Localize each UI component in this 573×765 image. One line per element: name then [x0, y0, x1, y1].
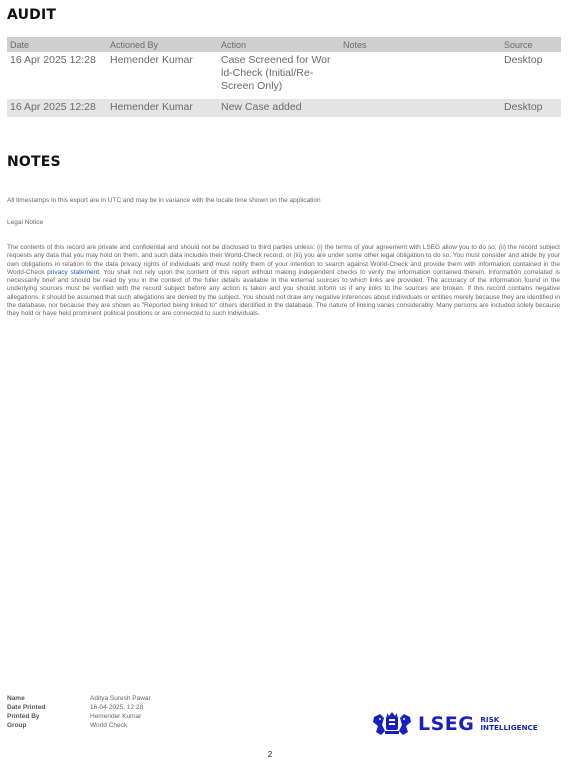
column-header-actioned-by: Actioned By [107, 37, 218, 52]
risk-intelligence-wordmark [480, 716, 537, 732]
date-printed-value: 16-04-2025, 12:28 [90, 704, 144, 711]
name-value: Aditya Suresh Pawar [90, 695, 151, 702]
logo-sub-line-1: RISK [480, 715, 500, 724]
legal-text-part-1: The contents of this record are private and confidential and should not be disclosed to third parties unless: (i) the terms of your agreement with LSEG allow you to do so; (ii) the record subject requests any data that you may hold on them, and such data includes their World-Check record; or (iii) you are under some other legal obligation to do so. You must consider and abide by your own obligations in relation to the data privacy rights of individuals and must notify them of your intention to search against World-Check and provide them with information contained in the World-Check [7, 244, 560, 276]
column-header-date: Date [7, 37, 107, 52]
audit-header-row [7, 37, 561, 52]
notes-title: NOTES [7, 154, 61, 170]
printed-by-value: Hemender Kumar [90, 713, 142, 720]
group-value: World Check [90, 722, 128, 729]
legal-notice-heading: Legal Notice [7, 219, 44, 226]
cell-action: New Case added [218, 99, 340, 117]
name-label: Name [7, 695, 25, 702]
group-label: Group [7, 722, 27, 729]
cell-notes [340, 52, 501, 96]
date-printed-label: Date Printed [7, 704, 46, 711]
cell-action: Case Screened for Wor ld-Check (Initial/Re-Screen Only) [221, 54, 331, 92]
cell-actioned-by: Hemender Kumar [107, 99, 218, 117]
table-row [7, 99, 561, 117]
cell-date: 16 Apr 2025 12:28 [10, 54, 96, 66]
printed-by-label: Printed By [7, 713, 40, 720]
print-metadata [7, 694, 151, 730]
timestamp-note: All timestamps in this export are in UTC and may be in variance with the locale time shown on the application [7, 197, 321, 204]
logo-sub-line-2: INTELLIGENCE [480, 723, 538, 732]
table-row [7, 52, 561, 96]
legal-notice-text [7, 244, 560, 319]
cell-source: Desktop [504, 54, 543, 66]
audit-table [7, 37, 561, 117]
column-header-source: Source [501, 37, 561, 52]
page-number: 2 [267, 750, 273, 759]
cell-date: 16 Apr 2025 12:28 [7, 99, 107, 117]
privacy-statement-link[interactable]: privacy statement [47, 268, 100, 276]
lseg-wordmark: LSEG [418, 713, 475, 735]
cell-notes [340, 99, 501, 117]
lion-crest-icon [372, 711, 412, 737]
column-header-action: Action [218, 37, 340, 52]
cell-source: Desktop [501, 99, 561, 117]
lseg-risk-intelligence-logo [372, 711, 538, 737]
cell-actioned-by: Hemender Kumar [110, 54, 193, 66]
audit-title: AUDIT [7, 7, 57, 23]
legal-text-part-2: . You shall not rely upon the content of this report without making independent checks to verify the information contained therein. Information correlated is necessarily brief and should be read by you in the context of the fuller details available in the external sources to which links are provided. The accuracy of the information found in the underlying sources must be verified with the record subject before any action is taken and you should inform us if any links to the sources are broken. If this record contains negative allegations, it should be assumed that such allegations are denied by the subject. You should not draw any negative inferences about individuals or entities merely because they are identified in the database, nor because they are shown as "Reported being linked to" others identified in the database. The nature of linking varies considerably. Many persons are included solely because they hold or have held prominent political positions or are connected to such individuals. [7, 268, 561, 318]
column-header-notes: Notes [340, 37, 501, 52]
